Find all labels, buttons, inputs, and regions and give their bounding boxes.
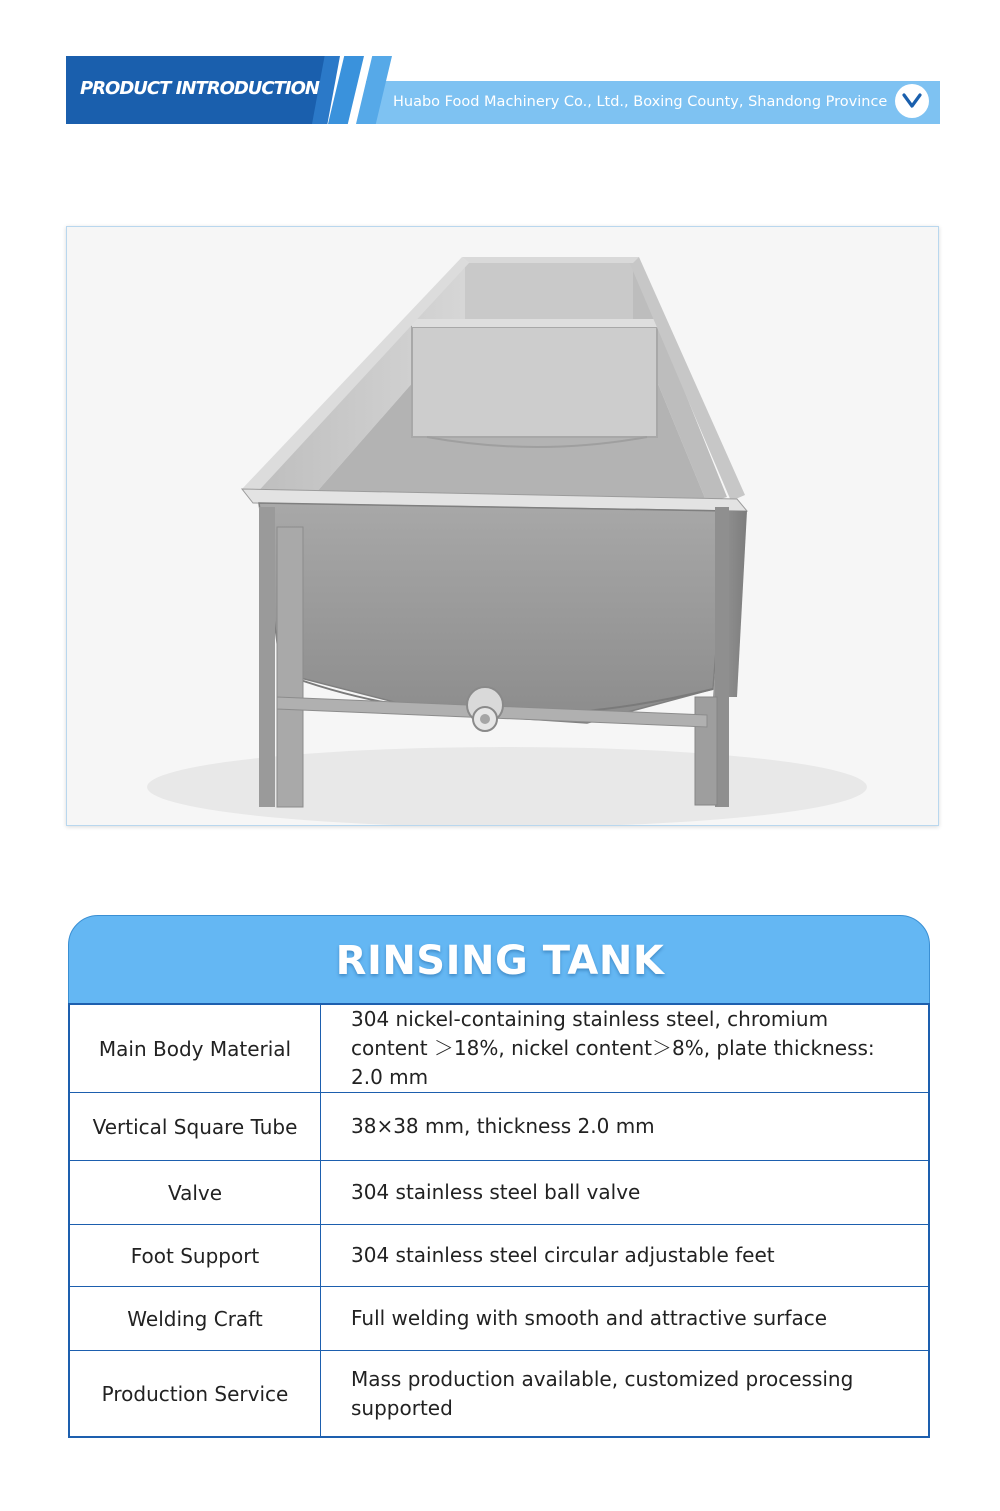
table-row [70, 1225, 928, 1287]
chevron-down-icon [902, 93, 922, 109]
row-value: 38×38 mm, thickness 2.0 mm [351, 1114, 655, 1138]
row-value: Mass production available, customized processing supported [351, 1366, 854, 1420]
row-label: Main Body Material [98, 1036, 292, 1061]
row-label: Foot Support [130, 1243, 260, 1268]
rinsing-tank-illustration [67, 227, 938, 825]
row-value: 304 nickel-containing stainless steel, chromium content ＞18%, nickel content＞8%, plate thickness: 2.0 mm [351, 1007, 875, 1089]
row-value: 304 stainless steel ball valve [351, 1180, 641, 1204]
spec-table-body [68, 1003, 930, 1438]
product-image [66, 226, 939, 826]
section-title: PRODUCT INTRODUCTION [80, 78, 319, 99]
chevron-down-button[interactable] [895, 84, 929, 118]
spec-table-header [68, 915, 930, 1005]
row-label: Welding Craft [127, 1306, 263, 1331]
row-label: Valve [167, 1180, 223, 1205]
table-row [70, 1093, 928, 1161]
row-label: Production Service [101, 1381, 289, 1406]
header-banner [66, 56, 940, 124]
table-row [70, 1287, 928, 1351]
company-name: Huabo Food Machinery Co., Ltd., Boxing County, Shandong Province [393, 94, 888, 110]
row-value: Full welding with smooth and attractive surface [351, 1306, 828, 1330]
spec-table [68, 915, 930, 1438]
row-value: 304 stainless steel circular adjustable feet [351, 1243, 775, 1267]
spec-table-title: RINSING TANK [335, 938, 665, 984]
row-label: Vertical Square Tube [92, 1114, 298, 1139]
table-row [70, 1005, 928, 1093]
table-row [70, 1351, 928, 1436]
table-row [70, 1161, 928, 1225]
